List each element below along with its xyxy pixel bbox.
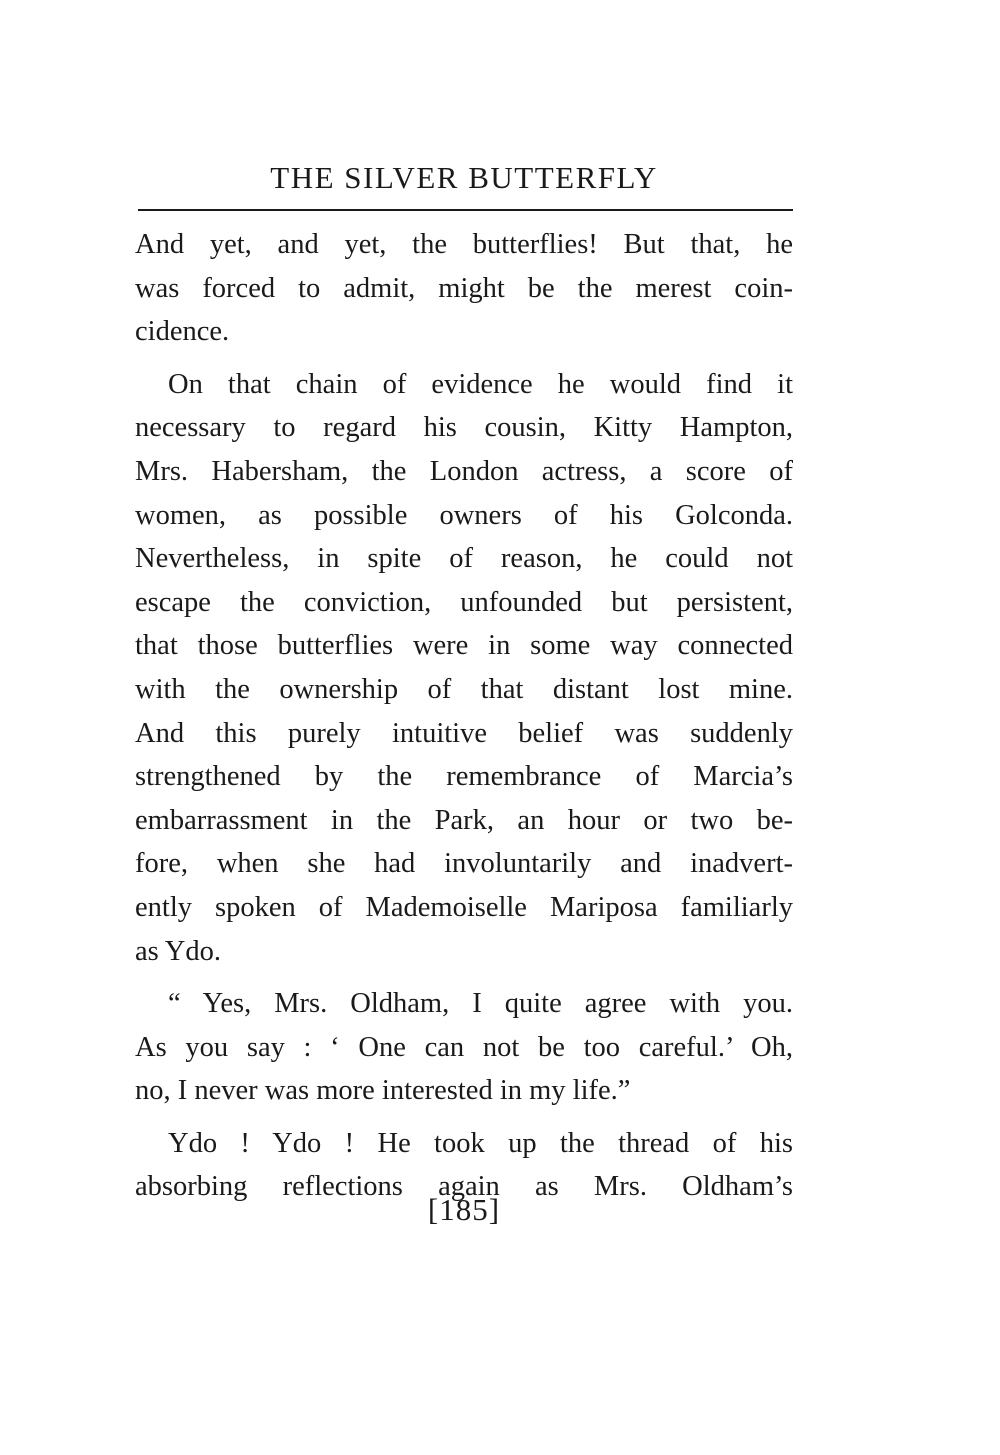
paragraph-gap xyxy=(135,1113,793,1122)
text-line: as Ydo. xyxy=(135,935,222,967)
text-line: necessary to regard his cousin, Kitty Hampton, xyxy=(135,412,793,444)
text-line: Ydo ! Ydo ! He took up the thread of his xyxy=(168,1127,793,1159)
body-text xyxy=(135,223,793,1209)
text-line: that those butterflies were in some way connected xyxy=(135,630,793,662)
paragraph-1 xyxy=(135,223,793,354)
page-number: [185] xyxy=(427,1192,501,1227)
text-line: On that chain of evidence he would find it xyxy=(168,368,793,400)
text-line: was forced to admit, might be the merest coin- xyxy=(135,272,793,304)
text-line: absorbing reflections again as Mrs. Oldham’s xyxy=(135,1171,793,1203)
paragraph-2 xyxy=(135,363,793,973)
text-line: And this purely intuitive belief was suddenly xyxy=(135,717,793,749)
text-line: Mrs. Habersham, the London actress, a score of xyxy=(135,455,793,487)
paragraph-3 xyxy=(135,982,793,1113)
text-line: ently spoken of Mademoiselle Mariposa familiarly xyxy=(135,891,793,923)
paragraph-gap xyxy=(135,354,793,363)
text-line: strengthened by the remembrance of Marcia’s xyxy=(135,761,793,793)
text-line: As you say : ‘ One can not be too careful.’ Oh, xyxy=(135,1031,793,1063)
text-line: And yet, and yet, the butterflies! But that, he xyxy=(135,229,793,260)
text-line: no, I never was more interested in my life.” xyxy=(135,1075,631,1107)
text-line: with the ownership of that distant lost mine. xyxy=(135,673,793,705)
text-line: women, as possible owners of his Golconda. xyxy=(135,499,793,531)
header-rule xyxy=(138,209,793,211)
text-line: embarrassment in the Park, an hour or two be- xyxy=(135,804,793,836)
text-line: cidence. xyxy=(135,316,230,348)
text-line: escape the conviction, unfounded but persistent, xyxy=(135,586,793,618)
paragraph-gap xyxy=(135,973,793,982)
running-head: THE SILVER BUTTERFLY xyxy=(270,160,658,195)
text-line: “ Yes, Mrs. Oldham, I quite agree with you. xyxy=(168,988,793,1020)
text-line: Nevertheless, in spite of reason, he could not xyxy=(135,543,793,575)
text-line: fore, when she had involuntarily and inadvert- xyxy=(135,848,793,880)
